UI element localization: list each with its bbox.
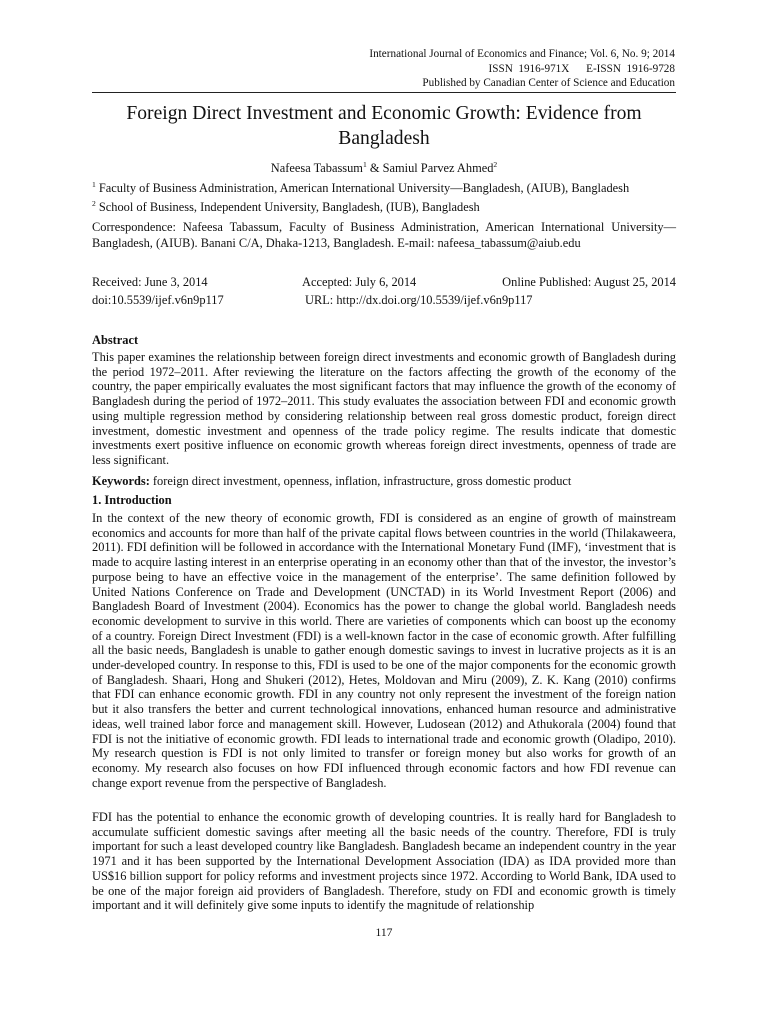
abstract-heading: Abstract <box>92 333 139 347</box>
correspondence: Correspondence: Nafeesa Tabassum, Faculty of Business Administration, American International University—Bangladesh, (AIUB). Banani C/A, Dhaka-1213, Bangladesh. E-mail: nafeesa_tabassum@aiub.edu <box>92 220 676 250</box>
intro-paragraph: In the context of the new theory of economic growth, FDI is considered as an engine of growth of mainstream economics and accounts for more than half of the private capital flows between countries in the world (Thilakaweera, 2011). FDI definition will be followed in accordance with the International Monetary Fund (IMF), ‘investment that is made to acquire lasting interest in an enterprise operating in an economy other than that of the investor, the investor’s purpose being to have an effective voice in the management of the enterprise’. The same definition followed by United Nations Conference on Trade and Development (UNCTAD) in its World Investment Report (2006) and Bangladesh Board of Investment (2004). Economics has the power to change the global world. Bangladesh needs economic development to survive in this world. There are varieties of components which can boost up the economy of a country. Foreign Direct Investment (FDI) is a well-known factor in the case of economic growth. After fulfilling all the basic needs, Bangladesh is unable to gather enough domestic savings to invest in lucrative projects as it is an under-developed country. In response to this, FDI is used to be one of the major components for the economic growth of Bangladesh. Shaari, Hong and Shukeri (2012), Hetes, Moldovan and Miru (2009), Z. K. Kang (2010) confirms that FDI can enhance economic growth. FDI in any country not only represent the investment of the foreign nation but it also transfers the better and current technological innovations, enhanced human resource and administrative ideas, well trained labor force and management skill. However, Ludosean (2012) and Athukorala (2004) found that FDI is not the initiative of economic growth. FDI leads to international trade and economic growth (Oladipo, 2010). My research question is FDI is not only limited to transfer or foreign money but also works for growth of an economy. My research also focuses on how FDI influenced through economic factors and how FDI revenue can change export revenue from the perspective of Bangladesh. <box>92 511 676 790</box>
page-number: 117 <box>375 926 393 939</box>
article-title: Foreign Direct Investment and Economic Growth: Evidence from Bangladesh <box>126 103 642 149</box>
affiliation-marker: 1 <box>92 179 96 189</box>
running-header <box>369 47 675 91</box>
affiliation <box>92 180 676 196</box>
keywords-text: foreign direct investment, openness, inflation, infrastructure, gross domestic product <box>149 474 572 488</box>
section-heading: 1. Introduction <box>92 493 172 507</box>
journal-citation: International Journal of Economics and Finance; Vol. 6, No. 9; 2014 <box>369 48 675 60</box>
received-date: Received: June 3, 2014 <box>92 275 208 289</box>
intro-paragraph: FDI has the potential to enhance the economic growth of developing countries. It is really hard for Bangladesh to accumulate sufficient domestic savings after meeting all the basic needs of the country. Therefore, FDI is truly important for such a least developed country like Bangladesh. Bangladesh became an independent country in the year 1971 and it has been supported by the International Development Association (IDA) as IDA provided more than US$16 billion support for policy reforms and investment projects since 1972. According to World Bank, IDA used to be one of the major foreign aid providers of Bangladesh. Therefore, study on FDI and economic growth is timely important and it will definitely give some inputs to identify the magnitude of relationship <box>92 810 676 913</box>
header-rule <box>92 92 676 93</box>
abstract-text: This paper examines the relationship between foreign direct investments and economic growth of Bangladesh during the period 1972–2011. After reviewing the literature on the factors affecting the growth of the economy of the country, the paper empirically evaluates the most significant factors that may influence the growth of the economy of Bangladesh during the period of 1972–2011. This study evaluates the association between FDI and economic growth using multiple regression method by considering relationship between real gross domestic product, foreign direct investment, domestic investment and openness of the trade policy regime. The results indicate that domestic investments exert positive influence on economic growth whereas foreign direct investments, openness of trade are less significant. <box>92 350 676 467</box>
published-date: Online Published: August 25, 2014 <box>502 275 676 289</box>
author-name: Samiul Parvez Ahmed <box>382 161 494 175</box>
affiliation <box>92 199 676 215</box>
keywords <box>92 473 676 489</box>
issn-line: ISSN 1916-971X E-ISSN 1916-9728 <box>488 62 675 75</box>
author-affil-marker: 1 <box>362 159 367 169</box>
author-separator: & <box>366 161 383 175</box>
doi-link[interactable]: doi:10.5539/ijef.v6n9p117 <box>92 293 224 307</box>
author-name: Nafeesa Tabassum <box>270 161 363 175</box>
url-link[interactable]: URL: http://dx.doi.org/10.5539/ijef.v6n9p117 <box>305 293 533 307</box>
author-line <box>92 160 676 176</box>
affiliation-marker: 2 <box>92 198 96 208</box>
affiliation-text: School of Business, Independent University, Bangladesh, (IUB), Bangladesh <box>95 200 480 214</box>
accepted-date: Accepted: July 6, 2014 <box>302 275 417 289</box>
publisher-line: Published by Canadian Center of Science and Education <box>422 77 675 89</box>
author-affil-marker: 2 <box>493 159 498 169</box>
affiliation-text: Faculty of Business Administration, American International University—Bangladesh, (AIUB), Bangladesh <box>95 181 630 195</box>
keywords-label: Keywords: <box>92 474 150 488</box>
